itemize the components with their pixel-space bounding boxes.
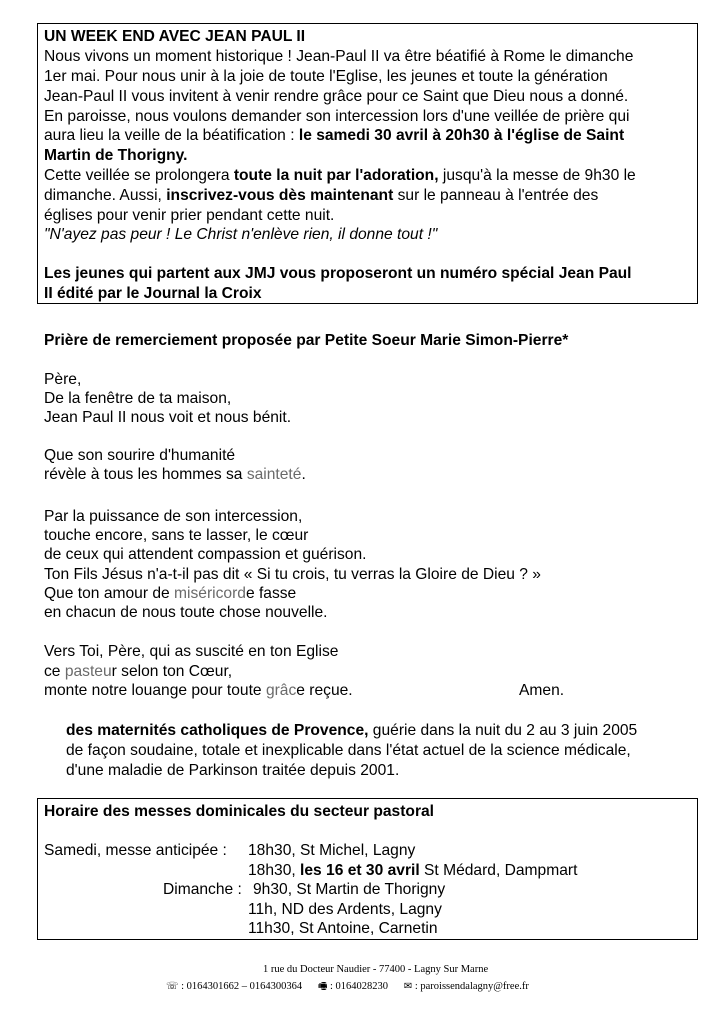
footnote-line: d'une maladie de Parkinson traitée depuis 2001. [66,762,400,779]
prayer-line: ce pasteur selon ton Cœur, [44,663,233,680]
schedule-title: Horaire des messes dominicales du secteur pastoral [44,803,435,820]
schedule-entry: 11h30, St Antoine, Carnetin [248,920,438,937]
footer-fax: : 0164028230 [327,981,389,992]
week-end-line: aura lieu la veille de la béatification : le samedi 30 avril à 20h30 à l'église de Saint [44,127,625,144]
footer-contact [166,979,529,996]
prayer-line: Par la puissance de son intercession, [44,508,303,525]
week-end-line: Cette veillée se prolongera toute la nuit par l'adoration, jusqu'à la messe de 9h30 le [44,167,636,184]
schedule-entry: 9h30, St Martin de Thorigny [253,881,446,898]
prayer-line: Jean Paul II nous voit et nous bénit. [44,409,292,426]
mail-icon: ✉ [403,981,413,992]
prayer-line: de ceux qui attendent compassion et guérison. [44,546,367,563]
week-end-line: En paroisse, nous voulons demander son intercession lors d'une veillée de prière qui [44,108,630,125]
prayer-line: Que ton amour de miséricorde fasse [44,585,297,602]
schedule-entry: 18h30, les 16 et 30 avril St Médard, Dampmart [248,862,578,879]
fax-icon: 🖷 [317,981,328,992]
schedule-saturday-label: Samedi, messe anticipée : [44,842,227,859]
prayer-amen: Amen. [519,682,565,699]
prayer-heading: Prière de remerciement proposée par Petite Soeur Marie Simon-Pierre* [44,332,569,349]
prayer-line: Vers Toi, Père, qui as suscité en ton Eglise [44,643,339,660]
week-end-line: dimanche. Aussi, inscrivez-vous dès maintenant sur le panneau à l'entrée des [44,187,599,204]
prayer-line: révèle à tous les hommes sa sainteté. [44,466,306,483]
footnote-line: de façon soudaine, totale et inexplicable dans l'état actuel de la science médicale, [66,742,631,759]
prayer-line: De la fenêtre de ta maison, [44,390,232,407]
prayer-line: en chacun de nous toute chose nouvelle. [44,604,328,621]
prayer-line: Ton Fils Jésus n'a-t-il pas dit « Si tu crois, tu verras la Gloire de Dieu ? » [44,566,541,583]
week-end-line: Jean-Paul II vous invitent à venir rendre grâce pour ce Saint que Dieu nous a donné. [44,88,629,105]
jmj-line: Les jeunes qui partent aux JMJ vous proposeront un numéro spécial Jean Paul [44,265,632,282]
footnote-line: des maternités catholiques de Provence, guérie dans la nuit du 2 au 3 juin 2005 [66,722,638,739]
week-end-line: Martin de Thorigny. [44,147,188,164]
week-end-line: églises pour venir prier pendant cette nuit. [44,207,335,224]
week-end-line: Nous vivons un moment historique ! Jean-Paul II va être béatifié à Rome le dimanche [44,48,634,65]
schedule-sunday-label: Dimanche : [163,881,242,898]
footer-address: 1 rue du Docteur Naudier - 77400 - Lagny Sur Marne [263,964,489,975]
footer-phone: : 0164301662 – 0164300364 [178,981,303,992]
schedule-entry: 11h, ND des Ardents, Lagny [248,901,442,918]
prayer-line: Père, [44,371,82,388]
week-end-title: UN WEEK END AVEC JEAN PAUL II [44,28,306,45]
prayer-line: monte notre louange pour toute grâce reçue. [44,682,353,699]
jmj-line: II édité par le Journal la Croix [44,285,262,302]
week-end-line: 1er mai. Pour nous unir à la joie de toute l'Eglise, les jeunes et toute la génération [44,68,608,85]
prayer-line: Que son sourire d'humanité [44,447,236,464]
week-end-quote: "N'ayez pas peur ! Le Christ n'enlève rien, il donne tout !" [44,226,438,243]
footer-email[interactable]: : paroissendalagny@free.fr [412,981,529,992]
telephone-icon: ☏ [166,981,179,992]
schedule-entry: 18h30, St Michel, Lagny [248,842,416,859]
prayer-line: touche encore, sans te lasser, le cœur [44,527,309,544]
